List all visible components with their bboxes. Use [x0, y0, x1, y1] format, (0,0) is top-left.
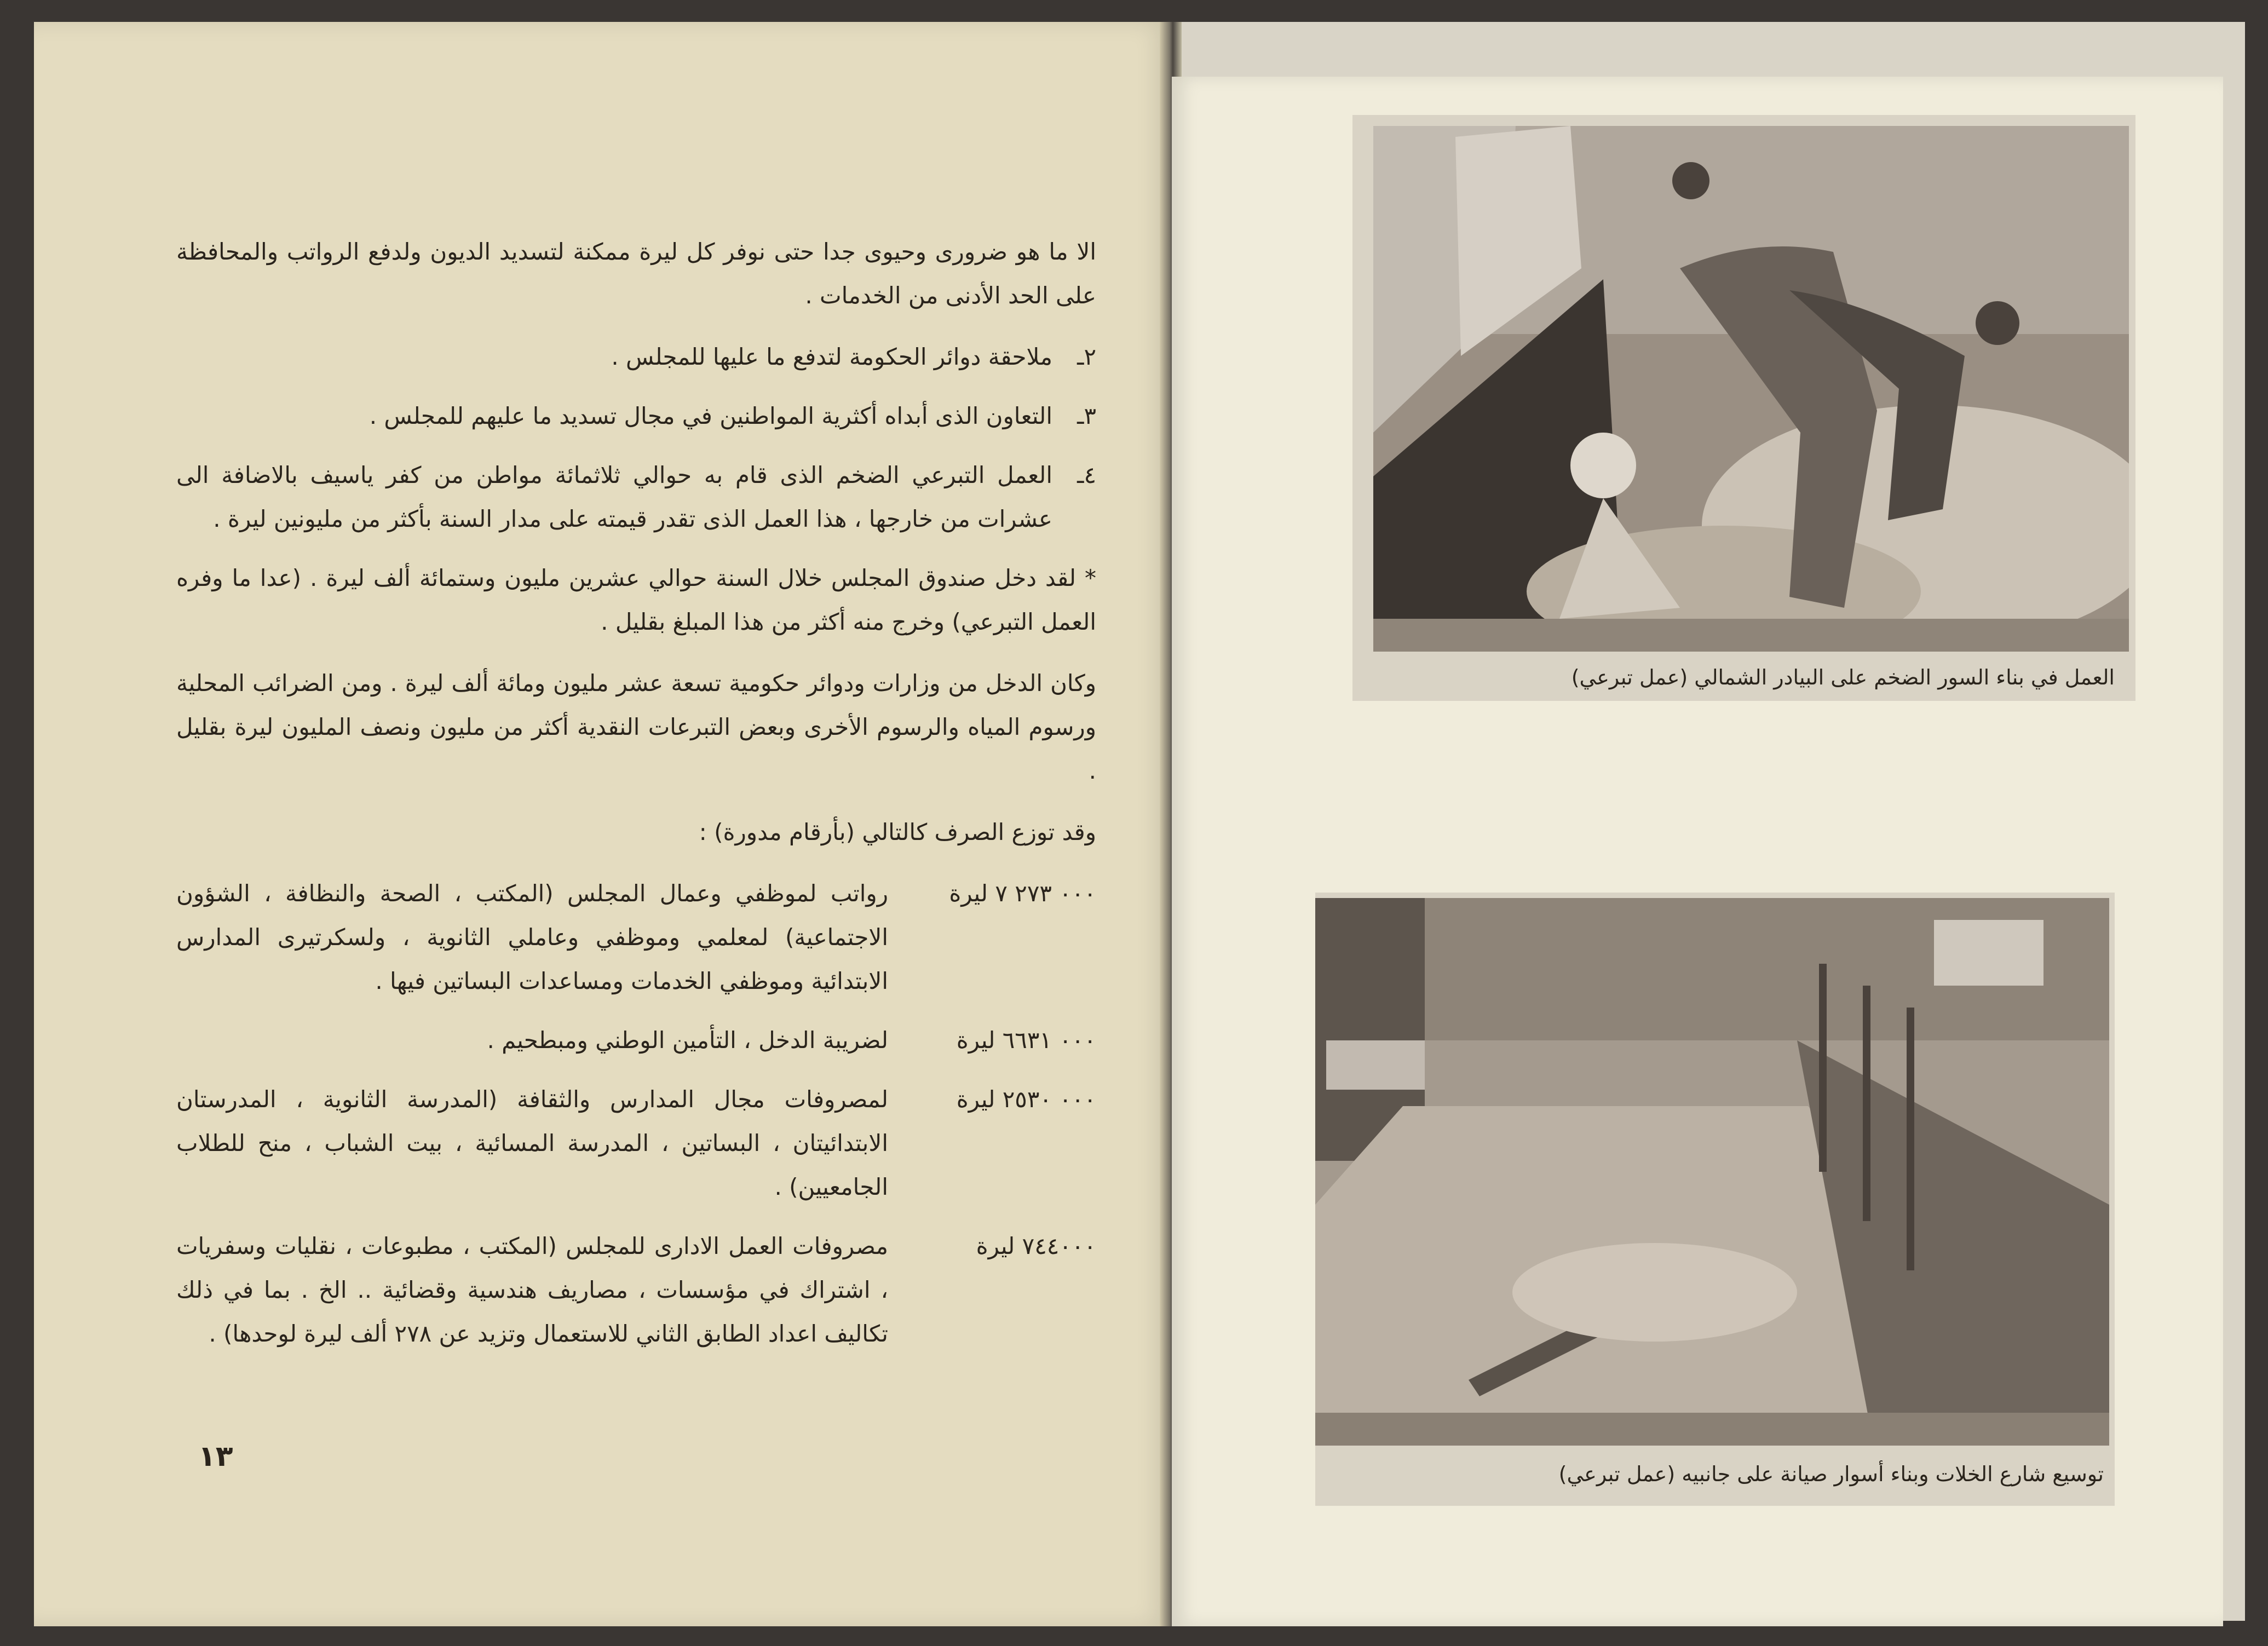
left-page	[34, 22, 1173, 1626]
right-page	[1172, 77, 2223, 1626]
expense-amount: ٠٠٠ ٢٥٣٠ ليرة	[956, 1086, 1096, 1113]
page-number: ١٣	[198, 1440, 233, 1473]
sources-paragraph: وكان الدخل من وزارات ودوائر حكومية تسعة عشر مليون ومائة ألف ليرة . ومن الضرائب المحلية ورسوم المياه والرسوم الأخرى وبعض التبرعات النقدية أكثر من مليون ونصف المليون ليرة بقليل .	[176, 670, 1096, 784]
distribution-intro: وقد توزع الصرف كالتالي (بأرقام مدورة) :	[699, 819, 1096, 845]
bottom-photo-frame	[1315, 893, 2115, 1506]
list-item	[176, 394, 1096, 438]
list-item	[176, 453, 1096, 541]
item-text: العمل التبرعي الضخم الذى قام به حوالي ثلاثمائة مواطن من كفر ياسيف بالاضافة الى عشرات من خارجها ، هذا العمل الذى تقدر قيمته على مدار السنة بأكثر من مليونين ليرة .	[176, 462, 1052, 532]
left-page-text	[176, 230, 1096, 1371]
bottom-photo-caption: توسيع شارع الخلات وبناء أسوار صيانة على جانبيه (عمل تبرعي)	[1558, 1462, 2104, 1486]
expense-amount: ٠٠٠ ٦٦٣١ ليرة	[956, 1027, 1096, 1054]
expense-amount: ٠٠٠ ٢٧٣ ٧ ليرة	[949, 880, 1096, 907]
top-photo-caption: العمل في بناء السور الضخم على البيادر الشمالي (عمل تبرعي)	[1571, 665, 2115, 689]
item-text: التعاون الذى أبداه أكثرية المواطنين في مجال تسديد ما عليهم للمجلس .	[369, 402, 1052, 429]
item-number: ٢ـ	[1077, 343, 1096, 370]
bottom-photo	[1315, 898, 2109, 1446]
item-text: ملاحقة دوائر الحكومة لتدفع ما عليها للمجلس .	[611, 343, 1052, 370]
intro-paragraph: الا ما هو ضرورى وحيوى جدا حتى نوفر كل ليرة ممكنة لتسديد الديون ولدفع الرواتب والمحافظة على الحد الأدنى من الخدمات .	[176, 238, 1096, 309]
item-number: ٣ـ	[1077, 402, 1096, 429]
top-photo-frame	[1352, 115, 2135, 701]
top-photo	[1373, 126, 2129, 652]
item-number: ٤ـ	[1077, 462, 1096, 488]
expense-description: لضريبة الدخل ، التأمين الوطني ومبطحيم .	[487, 1027, 888, 1054]
expense-row	[176, 1018, 1096, 1062]
expense-amount: ٧٤٤٠٠٠ ليرة	[976, 1233, 1096, 1259]
expense-description: مصروفات العمل الادارى للمجلس (المكتب ، مطبوعات ، نقليات وسفريات ، اشتراك في مؤسسات ، مصاريف هندسية وقضائية .. الخ . بما في ذلك تكاليف اعداد الطابق الثاني للاستعمال وتزيد عن ٢٧٨ ألف ليرة لوحدها) .	[176, 1233, 888, 1347]
expense-row	[176, 1078, 1096, 1209]
expense-row	[176, 872, 1096, 1003]
list-item	[176, 335, 1096, 379]
expense-description: رواتب لموظفي وعمال المجلس (المكتب ، الصحة والنظافة ، الشؤون الاجتماعية) لمعلمي وموظفي وعاملي الثانوية ، ولسكرتيرى المدارس الابتدائية وموظفي الخدمات ومساعدات البساتين فيها .	[176, 880, 888, 994]
income-paragraph: * لقد دخل صندوق المجلس خلال السنة حوالي عشرين مليون وستمائة ألف ليرة . (عدا ما وفره العمل التبرعي) وخرج منه أكثر من هذا المبلغ بقليل .	[176, 565, 1096, 635]
expense-description: لمصروفات مجال المدارس والثقافة (المدرسة الثانوية ، المدرستان الابتدائيتان ، البساتين ، المدرسة المسائية ، بيت الشباب ، منح للطلاب الجامعيين) .	[176, 1086, 888, 1200]
expense-row	[176, 1224, 1096, 1356]
